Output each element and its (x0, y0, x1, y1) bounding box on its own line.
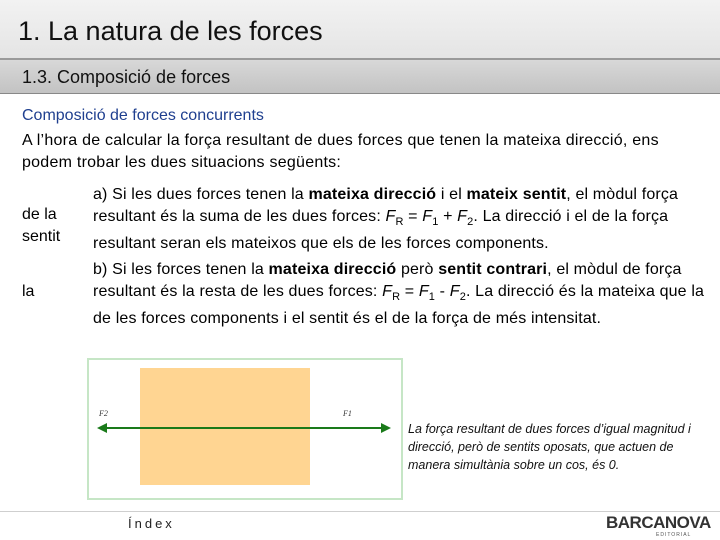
case-a-bold-2: mateix sentit (466, 186, 567, 203)
subtitle-divider (0, 93, 720, 94)
formula-fr-sub: R (395, 216, 404, 229)
content-heading: Composició de forces concurrents (22, 107, 264, 124)
right-arrowhead-icon (381, 423, 391, 433)
formula-f1-sub: 1 (432, 216, 439, 229)
case-a-text-end: , el mòdul força resultant és la suma de les dues forces: (93, 186, 679, 225)
formula-f2: F (449, 283, 460, 300)
case-a-bold-1: mateixa direcció (308, 186, 437, 203)
formula-eq: = (403, 208, 423, 225)
formula-f1: F (422, 208, 433, 225)
formula-fr: F (382, 283, 393, 300)
case-b-bold-2: sentit contrari (438, 261, 548, 278)
formula-f1-sub: 1 (428, 291, 436, 304)
case-b-paragraph (93, 259, 705, 330)
case-a-side-label-line1: de la (22, 206, 57, 223)
formula-plus: + (438, 208, 458, 225)
formula-f2-sub: 2 (459, 291, 466, 304)
force-diagram (87, 358, 403, 500)
subtitle-bar (0, 60, 720, 94)
logo-subtext: EDITORIAL (656, 532, 692, 538)
logo-text: BARCANOVA (606, 513, 711, 532)
case-b-text-end: , el mòdul de força resultant és la resta de les dues forces: (93, 261, 682, 300)
case-b-bold-1: mateixa direcció (268, 261, 397, 278)
case-a-side-label (22, 204, 82, 248)
formula-minus: - (435, 283, 450, 300)
case-b-formula (382, 283, 466, 304)
case-a-formula (385, 208, 474, 229)
formula-fr: F (385, 208, 396, 225)
case-b-side-label: la (22, 283, 35, 300)
case-a-paragraph (93, 184, 705, 255)
case-b-text-start: b) Si les forces tenen la (93, 261, 269, 278)
formula-f1: F (418, 283, 429, 300)
case-a-side-label-line2: sentit (22, 228, 61, 245)
formula-f2-sub: 2 (467, 216, 474, 229)
case-a-text-mid: i el (436, 186, 467, 203)
formula-f2: F (457, 208, 468, 225)
force-label-f2: F2 (99, 409, 108, 418)
formula-eq: = (400, 283, 419, 300)
section-subtitle: 1.3. Composició de forces (22, 67, 231, 87)
page-title: 1. La natura de les forces (18, 16, 323, 46)
force-label-f1: F1 (343, 409, 352, 418)
case-b-text-after: . La direcció és la mateixa que la de les forces components i el sentit és el de la força de més intensitat. (93, 283, 705, 328)
case-b-text-mid: però (396, 261, 439, 278)
diagram-caption: La força resultant de dues forces d’igual magnitud i direcció, però de sentits oposats, que actuen de manera simultània sobre un cos, és 0. (408, 422, 691, 472)
index-link[interactable]: Índex (128, 516, 175, 531)
case-a-text-start: a) Si les dues forces tenen la (93, 186, 309, 203)
formula-fr-sub: R (392, 291, 401, 304)
publisher-logo (606, 512, 716, 540)
left-arrowhead-icon (97, 423, 107, 433)
intro-paragraph: A l’hora de calcular la força resultant de dues forces que tenen la mateixa direcció, ens podem trobar les dues situacions següents: (22, 132, 659, 171)
case-a-text-after: . La direcció i el de la força resultant seran els mateixos que els de les forces components. (93, 208, 669, 253)
title-bar (0, 0, 720, 60)
